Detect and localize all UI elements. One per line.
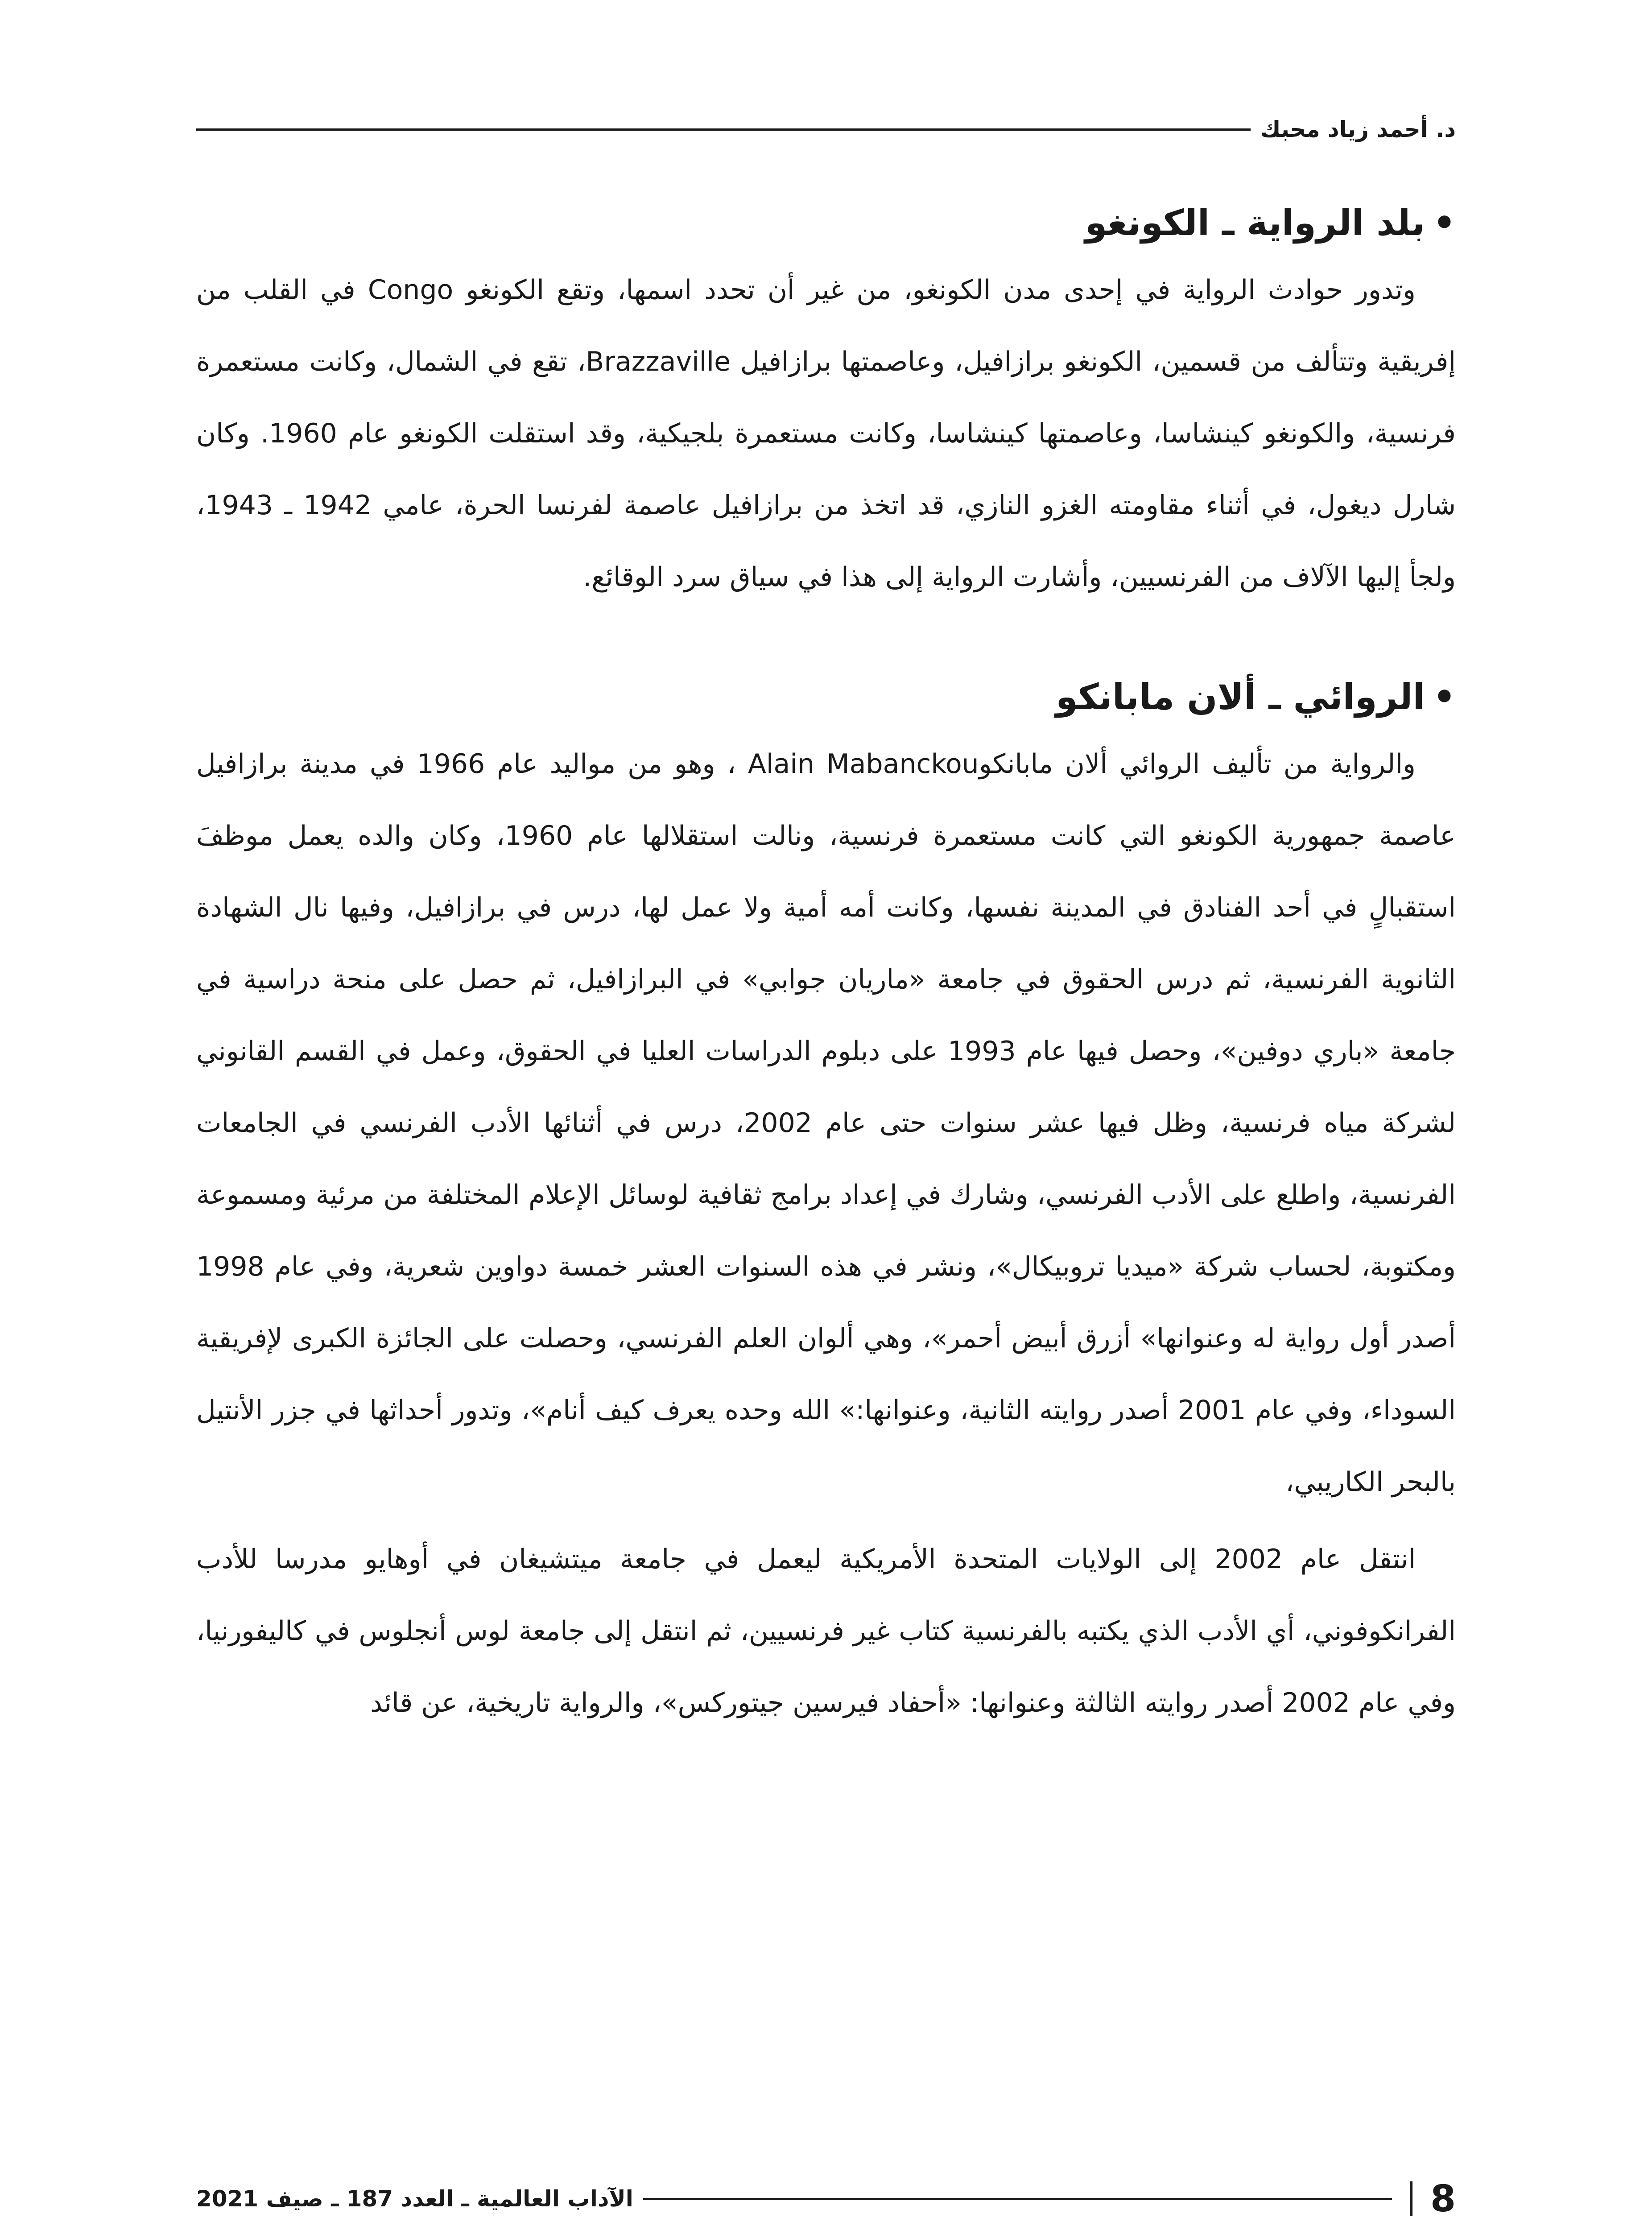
footer-rule: [643, 2198, 1392, 2200]
paragraph-congo: وتدور حوادث الرواية في إحدى مدن الكونغو، من غير أن تحدد اسمها، وتقع الكونغو Congo في القلب من إفريقية وتتألف من قسمين، الكونغو برازافيل، وعاصمتها برازافيل Brazzaville، تقع في الشمال، وكانت مستعمرة فرنسية، والكونغو كينشاسا، وعاصمتها كينشاسا، وكانت مستعمرة بلجيكية، وقد استقلت الكونغو عام 1960. وكان شارل ديغول، في أثناء مقاومته الغزو النازي، قد اتخذ من برازافيل عاصمة لفرنسا الحرة، عامي 1942 ـ 1943، ولجأ إليها الآلاف من الفرنسيين، وأشارت الرواية إلى هذا في سياق سرد الوقائع.: [196, 274, 1456, 593]
running-header: [196, 112, 1456, 147]
header-rule: [196, 128, 1251, 131]
paragraph-novelist-career: انتقل عام 2002 إلى الولايات المتحدة الأمريكية ليعمل في جامعة ميتشيغان في أوهايو مدرسا للأدب الفرانكوفوني، أي الأدب الذي يكتبه بالفرنسية كتاب غير فرنسيين، ثم انتقل إلى جامعة لوس أنجلوس في كاليفورنيا، وفي عام 2002 أصدر روايته الثالثة وعنوانها: «أحفاد فيرسين جيتوركس»، والرواية تاريخية، عن قائد: [196, 1544, 1456, 1718]
article-body: [196, 192, 1456, 1739]
section-heading-novelist: [196, 666, 1456, 728]
running-footer: [196, 2176, 1456, 2221]
footer-divider: [1410, 2181, 1412, 2216]
paragraph-novelist-biography: والرواية من تأليف الروائي ألان مابانكوAlain Mabanckou ، وهو من مواليد عام 1966 في مدينة برازافيل عاصمة جمهورية الكونغو التي كانت مستعمرة فرنسية، ونالت استقلالها عام 1960، وكان والده يعمل موظفَ استقبالٍ في أحد الفنادق في المدينة نفسها، وكانت أمه أمية ولا عمل لها، درس في برازافيل، وفيها نال الشهادة الثانوية الفرنسية، ثم درس الحقوق في جامعة «ماريان جوابي» في البرازافيل، ثم حصل على منحة دراسية في جامعة «باري دوفين»، وحصل فيها عام 1993 على دبلوم الدراسات العليا في الحقوق، وعمل في القسم القانوني لشركة مياه فرنسية، وظل فيها عشر سنوات حتى عام 2002، درس في أثنائها الأدب الفرنسي في الجامعات الفرنسية، واطلع على الأدب الفرنسي، وشارك في إعداد برامج ثقافية لوسائل الإعلام المختلفة من مرئية ومسموعة ومكتوبة، لحساب شركة «ميديا تروبيكال»، ونشر في هذه السنوات العشر خمسة دواوين شعرية، وفي عام 1998 أصدر أول رواية له وعنوانها» أزرق أبيض أحمر»، وهي ألوان العلم الفرنسي، وحصلت على الجائزة الكبرى لإفريقية السوداء، وفي عام 2001 أصدر روايته الثانية، وعنوانها:» الله وحده يعرف كيف أنام»، وتدور أحداثها في جزر الأنتيل بالبحر الكاريبي،: [196, 748, 1456, 1498]
section-heading-text: بلد الرواية ـ الكونغو: [1085, 202, 1425, 244]
paragraph-spacer: [196, 1518, 1456, 1524]
section-heading-congo: [196, 192, 1456, 254]
journal-issue: الآداب العالمية ـ العدد 187 ـ صيف 2021: [196, 2186, 633, 2212]
bullet-icon: •: [1433, 202, 1456, 244]
page-number: 8: [1430, 2177, 1456, 2220]
section-heading-text: الروائي ـ ألان مابانكو: [1055, 676, 1425, 718]
bullet-icon: •: [1433, 676, 1456, 718]
section-spacer: [196, 613, 1456, 666]
author-name: د. أحمد زياد محبك: [1260, 116, 1456, 142]
